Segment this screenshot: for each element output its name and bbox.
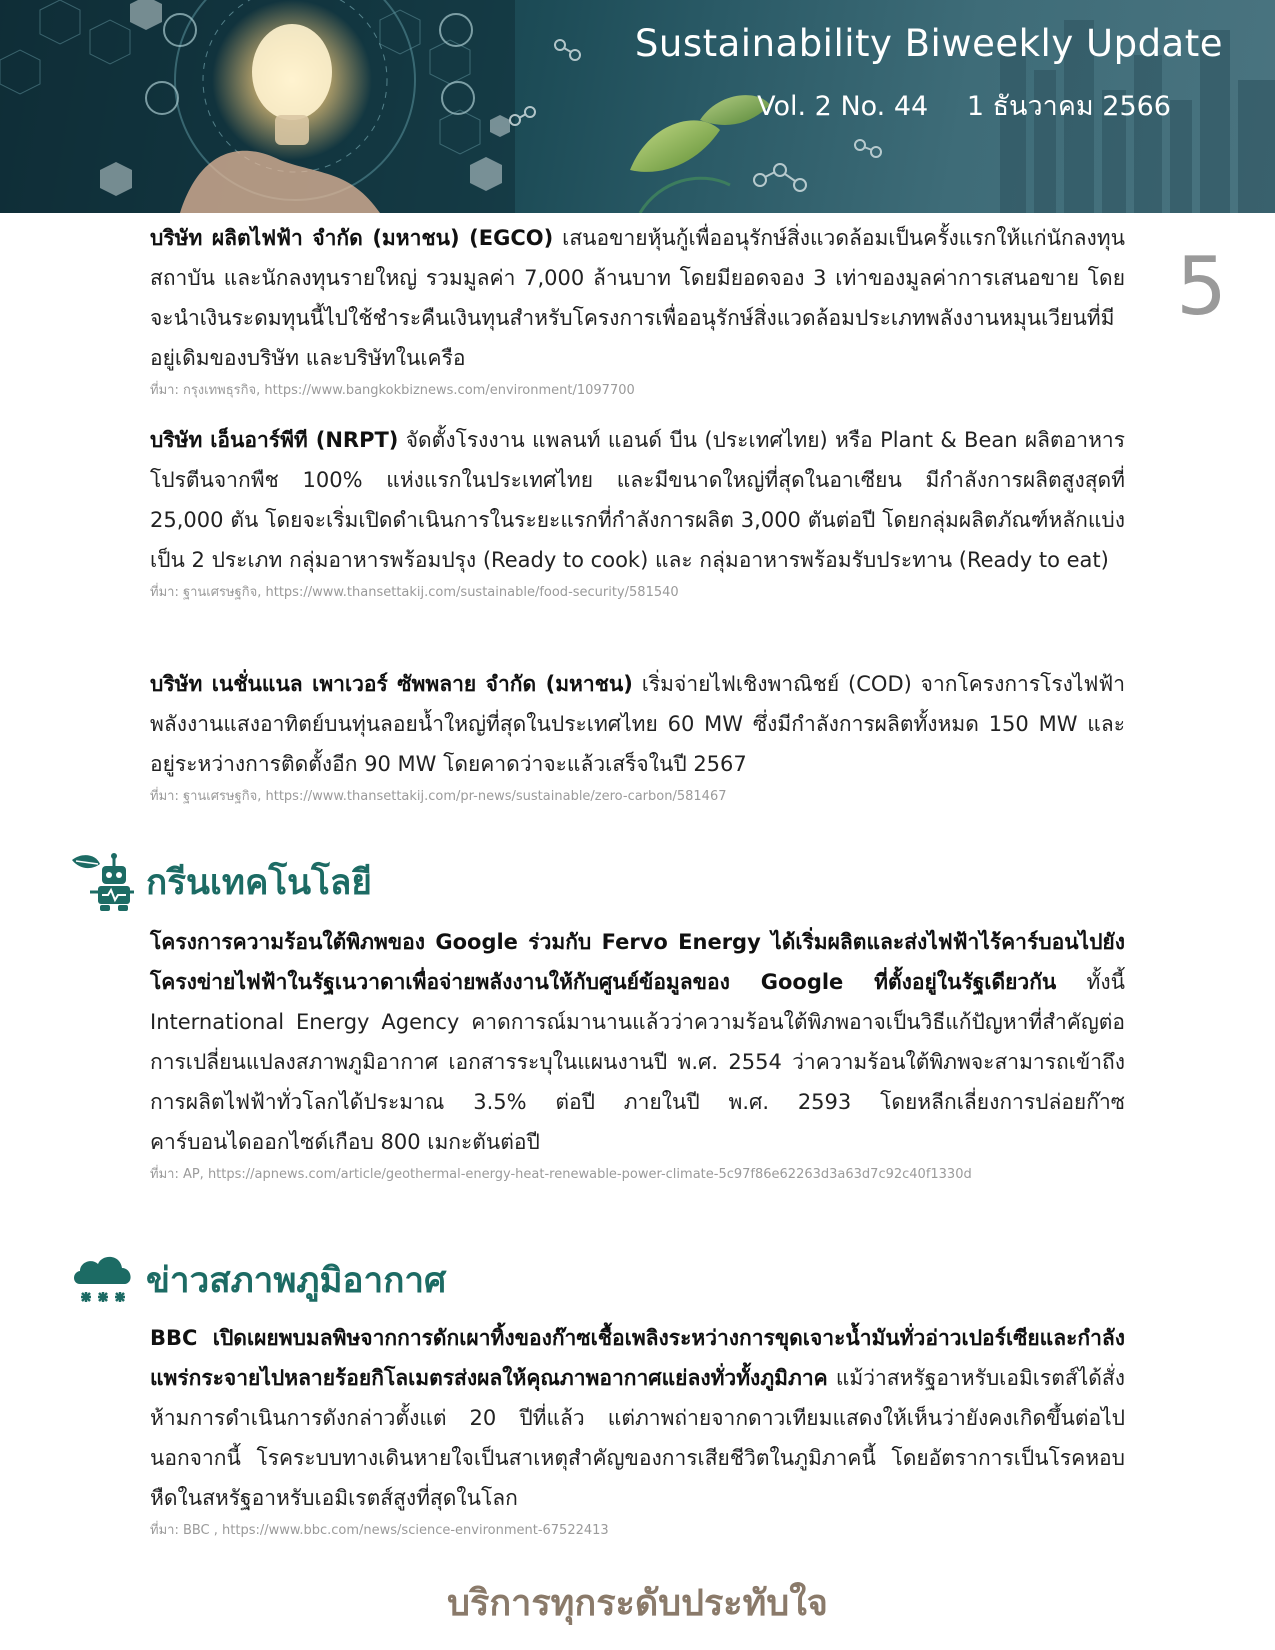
- issue-volume: Vol. 2 No. 44: [757, 91, 929, 122]
- page-number: 5: [1176, 240, 1227, 333]
- robot-leaf-icon: [70, 852, 136, 912]
- news-body: ทั้งนี้ International Energy Agency คาดการณ์มานานแล้วว่าความร้อนใต้พิภพอาจเป็นวิธีแก้ปัญหาที่สำคัญต่อการเปลี่ยนแปลงสภาพภูมิอากาศ เอกสารระบุในแผนงานปี พ.ศ. 2554 ว่าความร้อนใต้พิภพจะสามารถเข้าถึงการผลิตไฟฟ้าทั่วโลกได้ประมาณ 3.5% ต่อปี ภายในปี พ.ศ. 2593 โดยหลีกเลี่ยงการปล่อยก๊าซคาร์บอนไดออกไซด์เกือบ 800 เมกะตันต่อปี: [150, 970, 1125, 1154]
- news-source: ที่มา: AP, https://apnews.com/article/geothermal-energy-heat-renewable-power-climate-5c97f86e62263d3a63d7c92c40f1330d: [150, 1167, 972, 1182]
- section-heading-green-tech: [70, 852, 372, 912]
- section-heading-climate: [70, 1250, 446, 1310]
- news-item-bbc-flaring: [150, 1318, 1125, 1542]
- header-banner: [0, 0, 1275, 213]
- news-source: ที่มา: กรุงเทพธุรกิจ, https://www.bangkokbiznews.com/environment/1097700: [150, 383, 635, 398]
- news-item-nrpt: [150, 420, 1125, 604]
- news-body: เสนอขายหุ้นกู้เพื่ออนุรักษ์สิ่งแวดล้อมเป็นครั้งแรกให้แก่นักลงทุนสถาบัน และนักลงทุนรายใหญ่ รวมมูลค่า 7,000 ล้านบาท โดยมียอดจอง 3 เท่าของมูลค่าการเสนอขาย โดยจะนำเงินระดมทุนนี้ไปใช้ชำระคืนเงินทุนสำหรับโครงการเพื่ออนุรักษ์สิ่งแวดล้อมประเภทพลังงานหมุนเวียนที่มีอยู่เดิมของบริษัท และบริษัทในเครือ: [150, 226, 1125, 370]
- news-body: เริ่มจ่ายไฟเชิงพาณิชย์ (COD) จากโครงการโรงไฟฟ้าพลังงานแสงอาทิตย์บนทุ่นลอยน้ำใหญ่ที่สุดในประเทศไทย 60 MW ซึ่งมีกำลังการผลิตทั้งหมด 150 MW และอยู่ระหว่างการติดตั้งอีก 90 MW โดยคาดว่าจะแล้วเสร็จในปี 2567: [150, 672, 1126, 776]
- news-body: แม้ว่าสหรัฐอาหรับเอมิเรตส์ได้สั่งห้ามการดำเนินการดังกล่าวตั้งแต่ 20 ปีที่แล้ว แต่ภาพถ่ายจากดาวเทียมแสดงให้เห็นว่ายังคงเกิดขึ้นต่อไป นอกจากนี้ โรคระบบทางเดินหายใจเป็นสาเหตุสำคัญของการเสียชีวิตในภูมิภาคนี้ โดยอัตราการเป็นโรคหอบหืดในสหรัฐอาหรับเอมิเรตส์สูงที่สุดในโลก: [150, 1366, 1125, 1510]
- snow-cloud-icon: [70, 1250, 136, 1310]
- news-lead: บริษัท ผลิตไฟฟ้า จำกัด (มหาชน) (EGCO): [150, 226, 554, 250]
- news-item-geothermal: [150, 922, 1125, 1186]
- section-title: ข่าวสภาพภูมิอากาศ: [146, 1260, 447, 1301]
- issue-date: 1 ธันวาคม 2566: [966, 91, 1171, 122]
- section-title: กรีนเทคโนโลยี: [146, 862, 372, 903]
- news-source: ที่มา: BBC , https://www.bbc.com/news/science-environment-67522413: [150, 1523, 609, 1538]
- news-lead: บริษัท เอ็นอาร์พีที (NRPT): [150, 428, 399, 452]
- footer-slogan: บริการทุกระดับประทับใจ: [447, 1583, 828, 1624]
- news-source: ที่มา: ฐานเศรษฐกิจ, https://www.thansettakij.com/pr-news/sustainable/zero-carbon/581467: [150, 789, 727, 804]
- newsletter-title: Sustainability Biweekly Update: [634, 22, 1223, 65]
- news-lead: BBC เปิดเผยพบมลพิษจากการดักเผาทิ้งของก๊าซเชื้อเพลิงระหว่างการขุดเจาะน้ำมันทั่วอ่าวเปอร์เซียและกำลังแพร่กระจายไปหลายร้อยกิโลเมตรส่งผลให้คุณภาพอากาศแย่ลงทั่วทั้งภูมิภาค: [150, 1326, 1125, 1390]
- news-item-egco: [150, 218, 1125, 402]
- news-item-nps: [150, 664, 1125, 808]
- news-body: จัดตั้งโรงงาน แพลนท์ แอนด์ บีน (ประเทศไทย) หรือ Plant & Bean ผลิตอาหารโปรตีนจากพืช 100% แห่งแรกในประเทศไทย และมีขนาดใหญ่ที่สุดในอาเซียน มีกำลังการผลิตสูงสุดที่ 25,000 ตัน โดยจะเริ่มเปิดดำเนินการในระยะแรกที่กำลังการผลิต 3,000 ตันต่อปี โดยกลุ่มผลิตภัณฑ์หลักแบ่งเป็น 2 ประเภท กลุ่มอาหารพร้อมปรุง (Ready to cook) และ กลุ่มอาหารพร้อมรับประทาน (Ready to eat): [150, 428, 1126, 572]
- news-lead: บริษัท เนชั่นแนล เพาเวอร์ ซัพพลาย จำกัด (มหาชน): [150, 672, 633, 696]
- news-lead: โครงการความร้อนใต้พิภพของ Google ร่วมกับ Fervo Energy ได้เริ่มผลิตและส่งไฟฟ้าไร้คาร์บอนไปยังโครงข่ายไฟฟ้าในรัฐเนวาดาเพื่อจ่ายพลังงานให้กับศูนย์ข้อมูลของ Google ที่ตั้งอยู่ในรัฐเดียวกัน: [150, 930, 1125, 994]
- issue-info: [757, 84, 1171, 127]
- news-source: ที่มา: ฐานเศรษฐกิจ, https://www.thansettakij.com/sustainable/food-security/581540: [150, 585, 679, 600]
